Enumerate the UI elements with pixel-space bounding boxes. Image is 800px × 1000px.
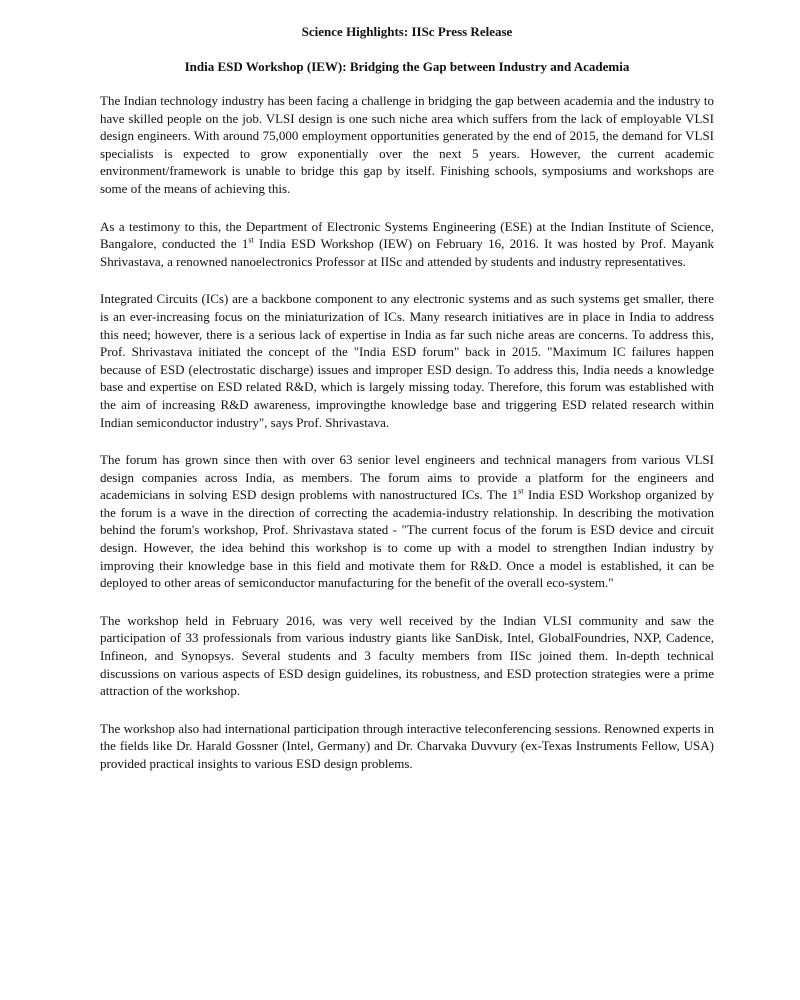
- paragraph-5: The workshop held in February 2016, was very well received by the Indian VLSI community and saw the participation of 33 professionals from various industry giants like SanDisk, Intel, GlobalFoundries, NXP, Cadence, Infineon, and Synopsys. Several students and 3 faculty members from IISc joined them. In-depth technical discussions on various aspects of ESD design guidelines, its robustness, and ESD protection strategies were a prime attraction of the workshop.: [100, 612, 714, 699]
- paragraph-2: [100, 218, 714, 271]
- paragraph-4-superscript: st: [518, 486, 524, 496]
- paragraph-4-text-b: India ESD Workshop organized by the forum is a wave in the direction of correcting the academia-industry relationship. In describing the motivation behind the forum's workshop, Prof. Shrivastava stated - "The current focus of the forum is ESD device and circuit design. However, the idea behind this workshop is to come up with a model to strengthen Indian industry by improving their knowledge base in this field and motivate them for R&D. Once a model is established, it can be deployed to other areas of semiconductor manufacturing for the benefit of the overall eco-system.": [100, 487, 714, 591]
- paragraph-2-text-b: India ESD Workshop (IEW) on February 16, 2016. It was hosted by Prof. Mayank Shrivastava, a renowned nanoelectronics Professor at IISc and attended by students and industry representatives.: [100, 236, 714, 269]
- paragraph-6: The workshop also had international participation through interactive teleconferencing sessions. Renowned experts in the fields like Dr. Harald Gossner (Intel, Germany) and Dr. Charvaka Duvvury (ex-Texas Instruments Fellow, USA) provided practical insights to various ESD design problems.: [100, 720, 714, 771]
- paragraph-3: Integrated Circuits (ICs) are a backbone component to any electronic systems and as such systems get smaller, there is an ever-increasing focus on the miniaturization of ICs. Many research initiatives are in place in India to address this need; however, there is a serious lack of expertise in India as far such niche areas are concerns. To address this, Prof. Shrivastava initiated the concept of the "India ESD forum" back in 2015. "Maximum IC failures happen because of ESD (electrostatic discharge) issues and improper ESD design. To address this, India needs a knowledge base and expertise on ESD related R&D, which is largely missing today. Therefore, this forum was established with the aim of increasing R&D awareness, improvingthe knowledge base and triggering ESD related research within Indian semiconductor industry", says Prof. Shrivastava.: [100, 291, 714, 430]
- paragraph-4-text-a: The forum has grown since then with over 63 senior level engineers and technical managers from various VLSI design companies across India, as members. The forum aims to provide a platform for the engineers and academicians in solving ESD design problems with nanostructured ICs. The 1: [100, 452, 714, 503]
- paragraph-2-text-a: As a testimony to this, the Department of Electronic Systems Engineering (ESE) at the Indian Institute of Science, Bangalore, conducted the 1: [100, 218, 714, 252]
- paragraph-1: The Indian technology industry has been facing a challenge in bridging the gap between academia and the industry to have skilled people on the job. VLSI design is one such niche area which suffers from the lack of employable VLSI design engineers. With around 75,000 employment opportunities generated by the end of 2015, the demand for VLSI specialists is expected to grow exponentially over the next 5 years. However, the current academic environment/framework is unable to bridge this gap by itself. Finishing schools, symposiums and workshops are some of the means of achieving this.: [100, 93, 714, 196]
- article-title: India ESD Workshop (IEW): Bridging the Gap between Industry and Academia: [184, 59, 630, 74]
- release-header: Science Highlights: IISc Press Release: [301, 24, 513, 39]
- paragraph-2-superscript: st: [248, 235, 254, 245]
- paragraph-4: [100, 451, 714, 592]
